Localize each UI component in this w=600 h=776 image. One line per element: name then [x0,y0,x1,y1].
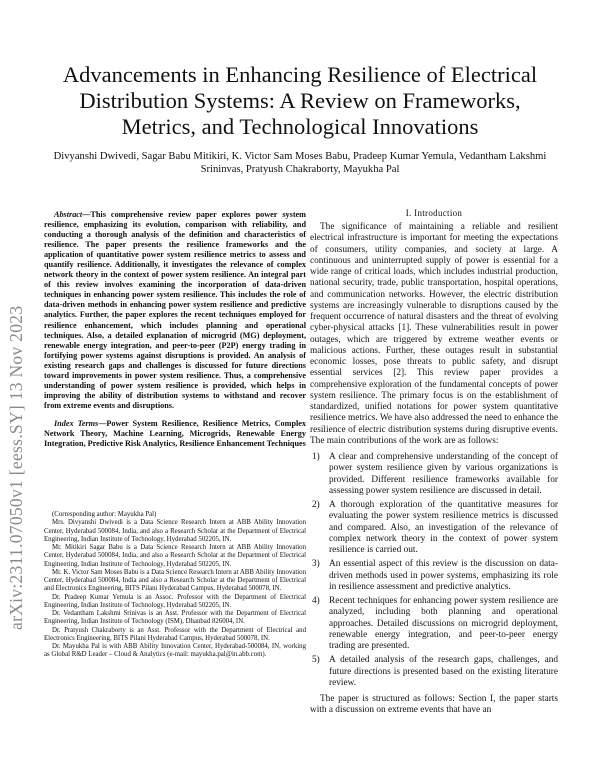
abstract [44,210,306,411]
contributions-list [310,452,558,689]
index-terms [44,419,306,449]
section-heading-introduction: I. Introduction [405,208,463,218]
list-item [310,596,558,652]
list-item-number: 4) [312,596,320,606]
list-item [310,452,558,497]
list-item [310,559,558,593]
footnote: Dr. Pratyush Chakraborty is an Asst. Professor with the Department of Electrical and Electronics Engineering, BITS Pilani Hyderabad Campus, Hyderabad 500078, IN. [44,626,306,642]
list-item-number: 1) [312,452,320,462]
right-column [310,207,558,717]
footnote: Mr. K. Victor Sam Moses Babu is a Data Science Research Intern at ABB Ability Innovation Center, Hyderabad 500084, India and also a Research Scholar at the Department of Electrical and Electronics Engineering, BITS Pilani Hyderabad Campus, Hyderabad 500078, IN. [44,568,306,593]
abstract-label: Abstract [54,210,83,219]
footnote: Mrs. Divyanshi Dwivedi is a Data Science Research Intern at ABB Ability Innovation Center, Hyderabad 500084, India, and also a Research Scholar at the Department of Electrical Engineering, Indian Institute of Technology, Hyderabad 502205, IN. [44,519,306,543]
author-list: Divyanshi Dwivedi, Sagar Babu Mitikiri, K. Victor Sam Moses Babu, Pradeep Kumar Yemula, Vedantham Lakshmi Srininvas, Pratyush Chakraborty, Mayukha Pal [53,151,547,175]
list-item-number: 2) [312,500,320,510]
list-item-text: An essential aspect of this review is the discussion on data-driven methods used in power systems, emphasizing its role in resilience assessment and predictive analytics. [329,559,558,592]
intro-paragraph: The significance of maintaining a reliable and resilient electrical infrastructure is important for meeting the expectations of consumers, utility companies, and society at large. A continuous and uninterrupted supply of power is essential for a wide range of critical loads, which includes industrial production, national security, trade, public transportation, hospital operations, and communication networks. However, the electric distribution systems are increasingly vulnerable to disruptions caused by the frequent occurrence of natural disasters and the threat of evolving cyber-physical attacks [1]. These vulnerabilities result in power outages, which are triggered by extreme weather events or malicious actions. Further, these outages result in substantial economic losses, pose threats to public safety, and disrupt essential services [2]. This review paper provides a comprehensive exploration of the fundamental concepts of power system resilience. The primary focus is on the establishment of standardized, unified notations for power system quantitative resilience metrics. We have also addressed the need to enhance the resilience of electric distribution systems during disruptive events. The main contributions of the work are as follows: [310,222,558,446]
list-item [310,500,558,556]
index-terms-label: Index Terms [54,418,99,428]
paper-title: Advancements in Enhancing Resilience of Electrical Distribution Systems: A Review on Frameworks, Metrics, and Technological Innovations [62,62,538,139]
list-item-text: A clear and comprehensive understanding of the concept of power system resilience given by various organizations is provided. Different resilience frameworks available for assessing power system resilience are discussed in detail. [329,452,558,496]
list-item-text: A detailed analysis of the research gaps, challenges, and future directions is presented based on the existing literature review. [329,655,558,688]
arxiv-sidebar [4,200,28,630]
list-item-text: A thorough exploration of the quantitative measures for evaluating the power system resilience metrics is discussed and compared. Also, an investigation of the relevance of complex network theory in the context of power system resilience is carried out. [329,500,558,555]
structure-paragraph: The paper is structured as follows: Section I, the paper starts with a discussion on extreme events that have an [310,694,558,716]
abstract-text: —This comprehensive review paper explores power system resilience, emphasizing its evolution, comparison with reliability, and conducting a thorough analysis of the definition and characteristics of resilience. The paper presents the resilience frameworks and the application of quantitative power system resilience metrics to assess and quantify resilience. Additionally, it investigates the relevance of complex network theory in the context of power system resilience. An integral part of this review involves examining the incorporation of data-driven techniques in enhancing power system resilience. This includes the role of data-driven methods in enhancing power system resilience and predictive analytics. Further, the paper explores the recent techniques employed for resilience enhancement, which includes planning and operational techniques. Also, a detailed explanation of microgrid (MG) deployment, renewable energy integration, and peer-to-peer (P2P) energy trading in fortifying power systems against disruptions is provided. An analysis of existing research gaps and challenges is discussed for future directions toward improvements in power system resilience. Thus, a comprehensive understanding of power system resilience is provided, which helps in improving the ability of distribution systems to withstand and recover from extreme events and disruptions. [44,210,306,410]
footnote: Mr. Mitikiri Sagar Babu is a Data Science Research Intern at ABB Ability Innovation Center, Hyderabad 500084, India, and also a Research Scholar at the Department of Electrical Engineering, Indian Institute of Technology, Hyderabad 502205, IN. [44,544,306,568]
arxiv-identifier: arXiv:2311.07050v1 [eess.SY] 13 Nov 2023 [6,305,26,630]
footnote: Dr. Pradeep Kumar Yemula is an Assoc. Professor with the Department of Electrical Engineering, Indian Institute of Technology, Hyderabad 502205, IN. [44,593,306,609]
list-item-number: 5) [312,655,320,666]
author-footnotes [44,511,306,660]
list-item [310,655,558,689]
footnote: Dr. Vedantham Lakshmi Srinivas is an Asst. Professor with the Department of Electrical Engineering, Indian Institute of Technology (ISM), Dhanbad 826004, IN. [44,610,306,626]
footnote: (Corresponding author: Mayukha Pal) [52,511,157,518]
list-item-text: Recent techniques for enhancing power system resilience are analyzed, including both planning and operational approaches. Detailed discussions on microgrid deployment, renewable energy integration, and peer-to-peer energy trading are presented. [329,596,558,651]
index-terms-text: —Power System Resilience, Resilience Metrics, Complex Network Theory, Machine Learning, Microgrids, Renewable Energy Integration, Predictive Risk Analytics, Resilience Enhancement Techniques [44,418,306,449]
left-column [44,210,306,449]
footnote: Dr. Mayukha Pal is with ABB Ability Innovation Center, Hyderabad-500084, IN, working as Global R&D Leader – Cloud & Analytics (e-mail: mayukha.pal@in.abb.com). [44,643,306,659]
list-item-number: 3) [312,559,320,570]
